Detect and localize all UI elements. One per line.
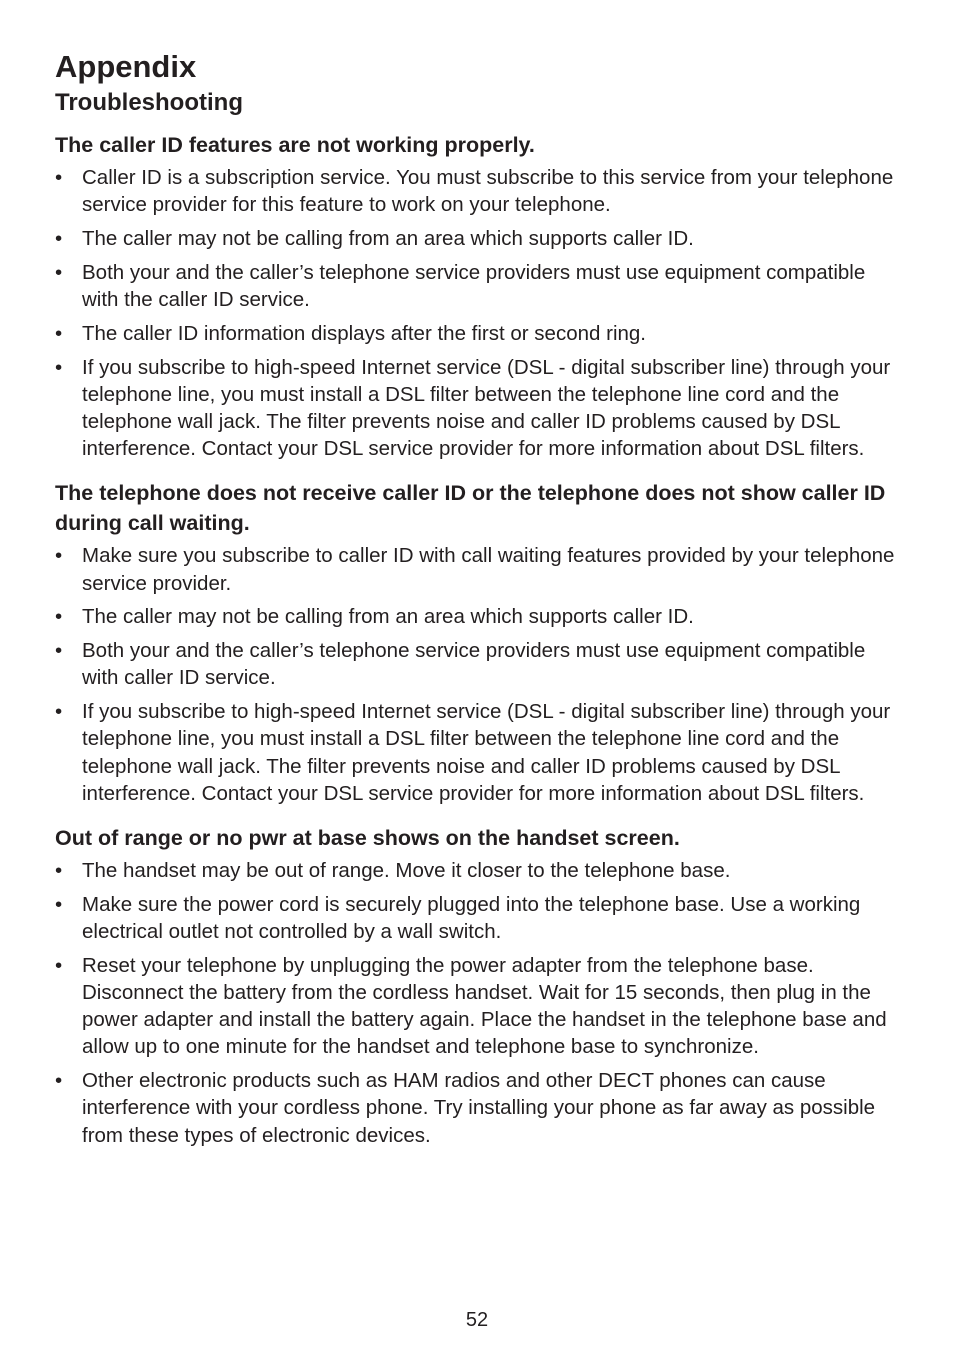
bullet-icon: • (55, 859, 63, 883)
list-item-text: The caller may not be calling from an area which supports caller ID. (82, 227, 694, 250)
list-item (55, 952, 905, 1061)
bullet-icon: • (55, 953, 63, 977)
list-item-text: The caller may not be calling from an area which supports caller ID. (82, 605, 694, 629)
bullet-icon: • (55, 639, 63, 663)
bullet-icon: • (55, 892, 63, 916)
section-heading: The caller ID features are not working properly. (55, 133, 535, 157)
list-item-text: Make sure the power cord is securely plugged into the telephone base. Use a working electrical outlet not controlled by a wall switch. (82, 892, 861, 944)
list-item (55, 542, 905, 596)
section-call-waiting (55, 478, 905, 807)
list-item (55, 857, 905, 884)
bullet-icon: • (55, 1069, 63, 1093)
page-title: Appendix (55, 49, 197, 84)
list-item (55, 603, 905, 630)
bullet-list (55, 857, 905, 1149)
list-item (55, 637, 905, 691)
list-item (55, 354, 905, 463)
list-item-text: Other electronic products such as HAM radios and other DECT phones can cause interference with your cordless phone. Try installing your phone as far away as possible from these types of electronic devices. (82, 1069, 876, 1147)
bullet-icon: • (55, 355, 63, 379)
list-item (55, 320, 905, 347)
bullet-icon: • (55, 700, 63, 724)
bullet-icon: • (55, 544, 63, 568)
bullet-icon: • (55, 321, 63, 345)
section-heading: Out of range or no pwr at base shows on the handset screen. (55, 826, 680, 851)
list-item-text: Make sure you subscribe to caller ID with call waiting features provided by your telephone service provider. (82, 544, 895, 595)
list-item-text: The handset may be out of range. Move it closer to the telephone base. (82, 859, 731, 883)
section-out-of-range (55, 823, 905, 1149)
page-number: 52 (465, 1309, 489, 1331)
list-item-text: Both your and the caller’s telephone service providers must use equipment compatible with the caller ID service. (82, 260, 866, 311)
list-item-text: Caller ID is a subscription service. You must subscribe to this service from your telephone service provider for this feature to work on your telephone. (82, 166, 894, 217)
list-item (55, 259, 905, 313)
list-item-text: Both your and the caller’s telephone service providers must use equipment compatible with caller ID service. (82, 639, 866, 690)
list-item (55, 891, 905, 945)
page-subtitle: Troubleshooting (55, 89, 243, 116)
list-item-text: Reset your telephone by unplugging the power adapter from the telephone base. Disconnect the battery from the cordless handset. Wait for 15 seconds, then plug in the power adapter and install the battery again. Place the handset in the telephone base and allow up to one minute for the handset and telephone base to synchronize. (82, 953, 887, 1059)
list-item (55, 225, 905, 252)
bullet-icon: • (55, 166, 63, 189)
page-content (55, 47, 905, 1165)
list-item-text: The caller ID information displays after the first or second ring. (82, 321, 646, 345)
list-item (55, 698, 905, 807)
list-item (55, 1067, 905, 1149)
section-caller-id-features (55, 130, 905, 462)
bullet-icon: • (55, 227, 63, 250)
list-item-text: If you subscribe to high-speed Internet service (DSL - digital subscriber line) through your telephone line, you must install a DSL filter between the telephone line cord and the telephone wall jack. The filter prevents noise and caller ID problems caused by DSL interference. Contact your DSL service provider for more information about DSL filters. (82, 355, 891, 461)
bullet-list (55, 164, 905, 462)
list-item-text: If you subscribe to high-speed Internet service (DSL - digital subscriber line) through your telephone line, you must install a DSL filter between the telephone line cord and the telephone wall jack. The filter prevents noise and caller ID problems caused by DSL interference. Contact your DSL service provider for more information about DSL filters. (82, 700, 891, 805)
section-heading: The telephone does not receive caller ID or the telephone does not show caller ID during call waiting. (55, 481, 886, 536)
list-item (55, 164, 905, 218)
bullet-list (55, 542, 905, 807)
bullet-icon: • (55, 605, 63, 629)
bullet-icon: • (55, 260, 63, 284)
